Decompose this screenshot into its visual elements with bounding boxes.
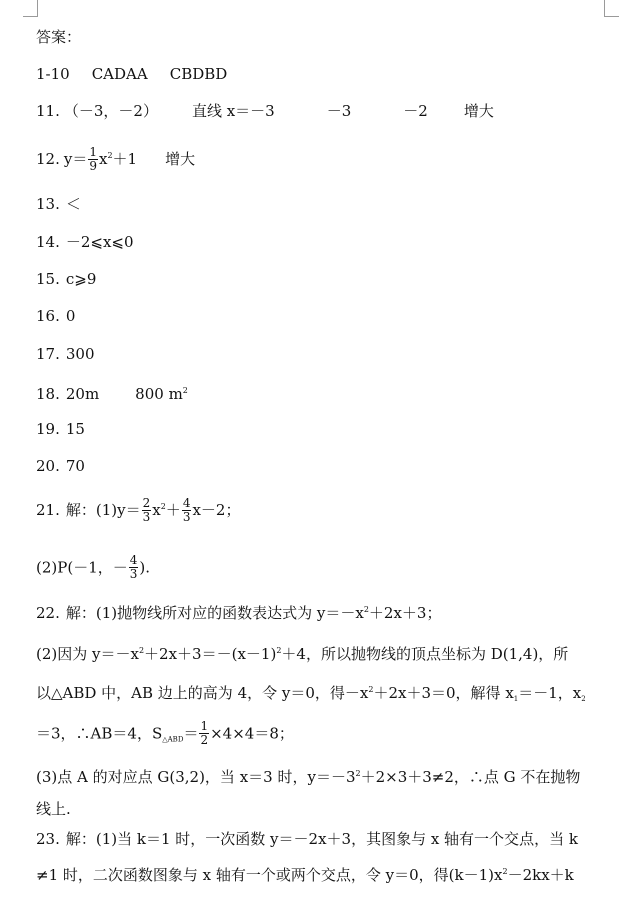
page-corner-mark-left <box>23 0 38 17</box>
answer-12-tail: ＋1 <box>112 150 138 168</box>
answer-11-v2: －2 <box>403 102 428 120</box>
fraction-denominator: 3 <box>129 567 138 581</box>
answer-22-line6: 线上. <box>36 800 71 818</box>
answer-23-l2-b: －2kx＋k <box>507 866 574 884</box>
answer-22-l3-a: 以△ABD 中，AB 边上的高为 4，令 y＝0，得－x <box>36 684 369 702</box>
fraction-denominator: 2 <box>200 733 209 747</box>
answer-header: 答案： <box>36 28 82 46</box>
fraction-denominator: 3 <box>182 509 191 524</box>
answer-14-text: －2⩽x⩽0 <box>65 233 134 251</box>
fraction-numerator: 4 <box>182 495 191 510</box>
answer-15-text: c⩾9 <box>65 270 97 288</box>
exponent: 2 <box>138 646 145 655</box>
fraction <box>199 720 209 747</box>
answer-number: 21. <box>36 501 60 519</box>
fraction <box>142 497 152 524</box>
answer-22-l1-tail: ＋2x＋3； <box>368 604 442 622</box>
fraction <box>129 554 139 581</box>
answer-22-l1: 解：(1)抛物线所对应的函数表达式为 y＝－x <box>65 604 364 622</box>
answer-11-v1: －3 <box>326 102 352 120</box>
answer-number: 15. <box>36 270 60 288</box>
answer-12-pre: y＝ <box>63 150 88 168</box>
answer-20 <box>36 456 85 476</box>
answer-16 <box>36 306 75 326</box>
answer-number: 22. <box>36 604 60 622</box>
answer-22-l4-c: ×4×4＝8； <box>210 724 294 743</box>
answer-22-l3-b: ＋2x＋3＝0，解得 x <box>373 684 514 702</box>
answer-number: 12. <box>36 150 60 168</box>
answer-number: 16. <box>36 307 60 325</box>
answer-number: 18. <box>36 385 60 403</box>
answer-20-text: 70 <box>65 457 85 475</box>
exponent: 2 <box>107 151 113 160</box>
answer-14 <box>36 232 134 252</box>
answer-group-1: CADAA <box>91 65 148 83</box>
exponent: 2 <box>368 685 374 694</box>
subscript: 1 <box>513 695 519 703</box>
fraction-numerator: 2 <box>142 495 151 510</box>
answer-11 <box>36 101 494 121</box>
answer-number: 14. <box>36 233 60 251</box>
answer-22-line5 <box>36 764 580 787</box>
answer-22-l2-a: (2)因为 y＝－x <box>36 645 139 663</box>
answer-number: 19. <box>36 420 60 438</box>
answer-number: 1-10 <box>36 65 70 83</box>
fraction-denominator: 3 <box>142 509 151 524</box>
answer-12-var: x <box>98 150 108 168</box>
answer-22-l5-a: (3)点 A 的对应点 G(3,2)，当 x＝3 时，y＝－3 <box>36 768 356 786</box>
answer-18 <box>36 381 188 404</box>
answer-12-trend: 增大 <box>165 150 196 168</box>
exponent: 2 <box>160 502 166 511</box>
answer-22-l3-c: ＝－1，x <box>518 684 582 702</box>
answer-21-p2-post: ). <box>139 558 151 577</box>
answer-22-line4 <box>36 721 294 750</box>
answer-19 <box>36 419 85 439</box>
answer-23-line2 <box>36 862 574 885</box>
answer-21-lead: 解：(1)y＝ <box>65 501 141 519</box>
answer-22-l4-a: ＝3，∴AB＝4，S <box>36 724 163 743</box>
subscript: 2 <box>581 695 586 703</box>
answer-21-part2 <box>36 555 150 582</box>
answer-18-v2: 800 m <box>135 385 183 403</box>
answer-22-l2-b: ＋2x＋3＝－(x－1) <box>144 645 277 663</box>
fraction-numerator: 1 <box>200 719 209 733</box>
answer-21-tail: x－2； <box>192 501 241 519</box>
fraction-numerator: 4 <box>129 553 138 567</box>
exponent: 2 <box>355 769 361 778</box>
answer-23-line1 <box>36 829 578 849</box>
answer-22-line3 <box>36 680 586 709</box>
answer-22-l2-c: ＋4，所以抛物线的顶点坐标为 D(1,4)，所 <box>281 645 569 663</box>
answer-23-l1: 解：(1)当 k＝1 时，一次函数 y＝－2x＋3，其图象与 x 轴有一个交点，当 k <box>65 830 578 848</box>
answer-21-var: x <box>152 501 161 519</box>
answer-21-part1 <box>36 497 240 525</box>
answer-15 <box>36 269 96 289</box>
answer-21-plus: ＋ <box>165 501 181 519</box>
answer-11-axis: 直线 x＝－3 <box>191 102 275 120</box>
answer-number: 20. <box>36 457 60 475</box>
fraction <box>182 497 192 524</box>
answer-number: 23. <box>36 830 60 848</box>
answer-11-trend: 增大 <box>463 102 494 120</box>
answer-22-line2 <box>36 641 568 664</box>
answer-group-2: CBDBD <box>169 65 228 83</box>
answer-21-p2-pre: (2)P(－1，－ <box>36 558 128 577</box>
answer-number: 11. <box>36 102 60 120</box>
exponent: 2 <box>363 605 369 614</box>
answer-22-l5-b: ＋2×3＋3≠2，∴点 G 不在抛物 <box>360 768 581 786</box>
answer-22-l4-b: ＝ <box>183 724 199 743</box>
answer-17 <box>36 344 95 364</box>
exponent: 2 <box>182 386 188 395</box>
subscript: △ABD <box>162 735 184 744</box>
answer-12 <box>36 146 195 174</box>
answer-18-v1: 20m <box>65 385 100 403</box>
answer-17-text: 300 <box>65 345 95 363</box>
exponent: 2 <box>502 867 508 876</box>
answer-22-line1 <box>36 600 441 623</box>
page-corner-mark-right <box>604 0 619 17</box>
fraction <box>88 146 98 173</box>
answer-23-l2-a: ≠1 时，二次函数图象与 x 轴有一个或两个交点，令 y＝0，得(k－1)x <box>36 866 503 884</box>
answer-16-text: 0 <box>65 307 76 325</box>
fraction-denominator: 9 <box>89 158 97 173</box>
answer-number: 13. <box>36 195 60 213</box>
answer-13-text: ＜ <box>65 195 81 213</box>
exponent: 2 <box>276 646 282 655</box>
answer-1-10 <box>36 64 227 84</box>
answer-19-text: 15 <box>65 420 85 438</box>
answer-13 <box>36 194 81 214</box>
fraction-numerator: 1 <box>89 144 97 159</box>
answer-number: 17. <box>36 345 60 363</box>
answer-11-point: （－3，－2） <box>63 102 158 120</box>
